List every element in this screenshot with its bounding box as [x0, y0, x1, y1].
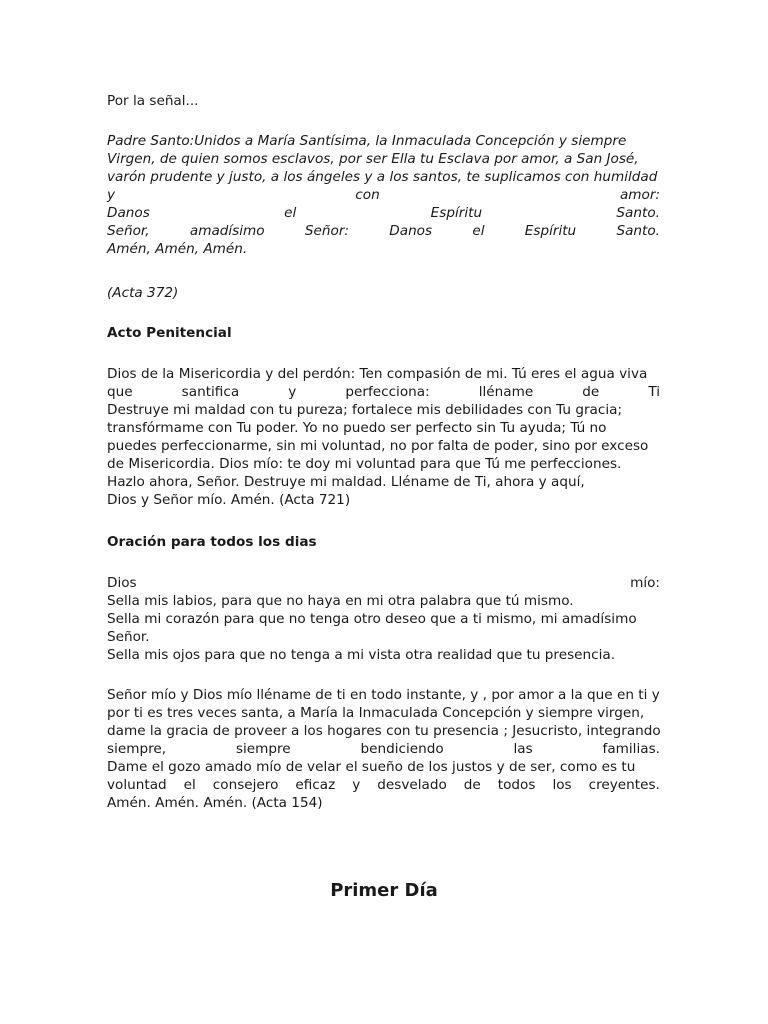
padre-santo-line — [107, 204, 660, 222]
word: bendiciendo — [360, 741, 444, 757]
oracion-line — [107, 574, 660, 592]
acto-penitencial-line: de Misericordia. Dios mío: te doy mi voluntad para que Tú me perfecciones. — [107, 456, 622, 472]
senor-mio-line — [107, 776, 660, 794]
intro-text — [107, 92, 660, 110]
word: Espíritu — [524, 223, 577, 239]
oracion-heading-line: Oración para todos los dias — [107, 534, 317, 550]
oracion-line: Señor. — [107, 629, 150, 645]
senor-mio-line: dame la gracia de proveer a los hogares con tu presencia ; Jesucristo, integrando — [107, 723, 661, 739]
oracion-line: Sella mis ojos para que no tenga a mi vista otra realidad que tu presencia. — [107, 647, 616, 663]
oracion-paragraph — [107, 574, 660, 664]
word: amadísimo — [189, 223, 265, 239]
word: eficaz — [295, 777, 336, 793]
padre-santo-line: varón prudente y justo, a los ángeles y a los santos, te suplicamos con humildad — [107, 169, 658, 185]
senor-mio-line: Señor mío y Dios mío lléname de ti en todo instante, y , por amor a la que en ti y — [107, 687, 660, 703]
primer-dia-title: Primer Día — [330, 880, 438, 901]
acto-penitencial-line: Dios y Señor mío. Amén. (Acta 721) — [107, 492, 351, 508]
acto-penitencial-line: puedes perfeccionarme, sin mi voluntad, no por falta de poder, sino por exceso — [107, 438, 649, 454]
word: el — [284, 205, 297, 221]
word: Santo. — [616, 223, 660, 239]
word: el — [472, 223, 485, 239]
acta-372 — [107, 284, 660, 302]
word: el — [183, 777, 196, 793]
word: lléname — [478, 384, 534, 400]
intro-line: Por la señal... — [107, 93, 199, 109]
acto-penitencial-heading — [107, 324, 660, 342]
word: familias. — [602, 741, 660, 757]
word: Ti — [648, 384, 660, 400]
word: de — [463, 777, 481, 793]
word: Señor, — [107, 223, 150, 239]
oracion-line: Sella mis labios, para que no haya en mi otra palabra que tú mismo. — [107, 593, 574, 609]
word: las — [513, 741, 533, 757]
padre-santo-line: Padre Santo:Unidos a María Santísima, la Inmaculada Concepción y siempre — [107, 133, 627, 149]
word: de — [582, 384, 600, 400]
word: perfecciona: — [345, 384, 430, 400]
acto-penitencial-line — [107, 383, 660, 401]
word: creyentes. — [588, 777, 660, 793]
word: todos — [497, 777, 536, 793]
word: los — [552, 777, 572, 793]
padre-santo-line — [107, 222, 660, 240]
senor-mio-line: por ti es tres veces santa, a María la Inmaculada Concepción y siempre virgen, — [107, 705, 645, 721]
acta-372-line: (Acta 372) — [107, 285, 179, 301]
senor-mio-line: Amén. Amén. Amén. (Acta 154) — [107, 795, 323, 811]
word: Santo. — [616, 205, 660, 221]
word: Dios — [107, 575, 137, 591]
word: Señor: — [304, 223, 349, 239]
word: que — [107, 384, 133, 400]
acto-penitencial-line: Destruye mi maldad con tu pureza; fortalece mis debilidades con Tu gracia; — [107, 402, 623, 418]
acto-penitencial-line: transfórmame con Tu poder. Yo no puedo ser perfecto sin Tu ayuda; Tú no — [107, 420, 607, 436]
word: amor: — [619, 187, 660, 203]
word: desvelado — [377, 777, 447, 793]
padre-santo-line: Virgen, de quien somos esclavos, por ser Ella tu Esclava por amor, a San José, — [107, 151, 639, 167]
word: Espíritu — [430, 205, 483, 221]
word: con — [355, 187, 380, 203]
word: siempre, — [107, 741, 167, 757]
word: consejero — [212, 777, 279, 793]
word: y — [107, 187, 116, 203]
word: mío: — [630, 575, 660, 591]
padre-santo-line — [107, 186, 660, 204]
senor-mio-line: Dame el gozo amado mío de velar el sueño de los justos y de ser, como es tu — [107, 759, 636, 775]
acto-penitencial-line: Dios de la Misericordia y del perdón: Ten compasión de mi. Tú eres el agua viva — [107, 366, 648, 382]
word: voluntad — [107, 777, 167, 793]
acto-penitencial-paragraph — [107, 365, 660, 509]
padre-santo-line: Amén, Amén, Amén. — [107, 241, 248, 257]
acto-penitencial-line: Hazlo ahora, Señor. Destruye mi maldad. Lléname de Ti, ahora y aquí, — [107, 474, 585, 490]
senor-mio-line — [107, 740, 660, 758]
word: Danos — [389, 223, 433, 239]
acto-penitencial-heading-line: Acto Penitencial — [107, 325, 232, 341]
oracion-line: Sella mi corazón para que no tenga otro deseo que a ti mismo, mi amadísimo — [107, 611, 637, 627]
senor-mio-paragraph — [107, 686, 660, 812]
word: y — [352, 777, 361, 793]
word: santifica — [181, 384, 240, 400]
padre-santo-paragraph — [107, 132, 660, 258]
oracion-heading — [107, 533, 660, 551]
word: y — [288, 384, 297, 400]
word: siempre — [235, 741, 291, 757]
word: Danos — [107, 205, 150, 221]
